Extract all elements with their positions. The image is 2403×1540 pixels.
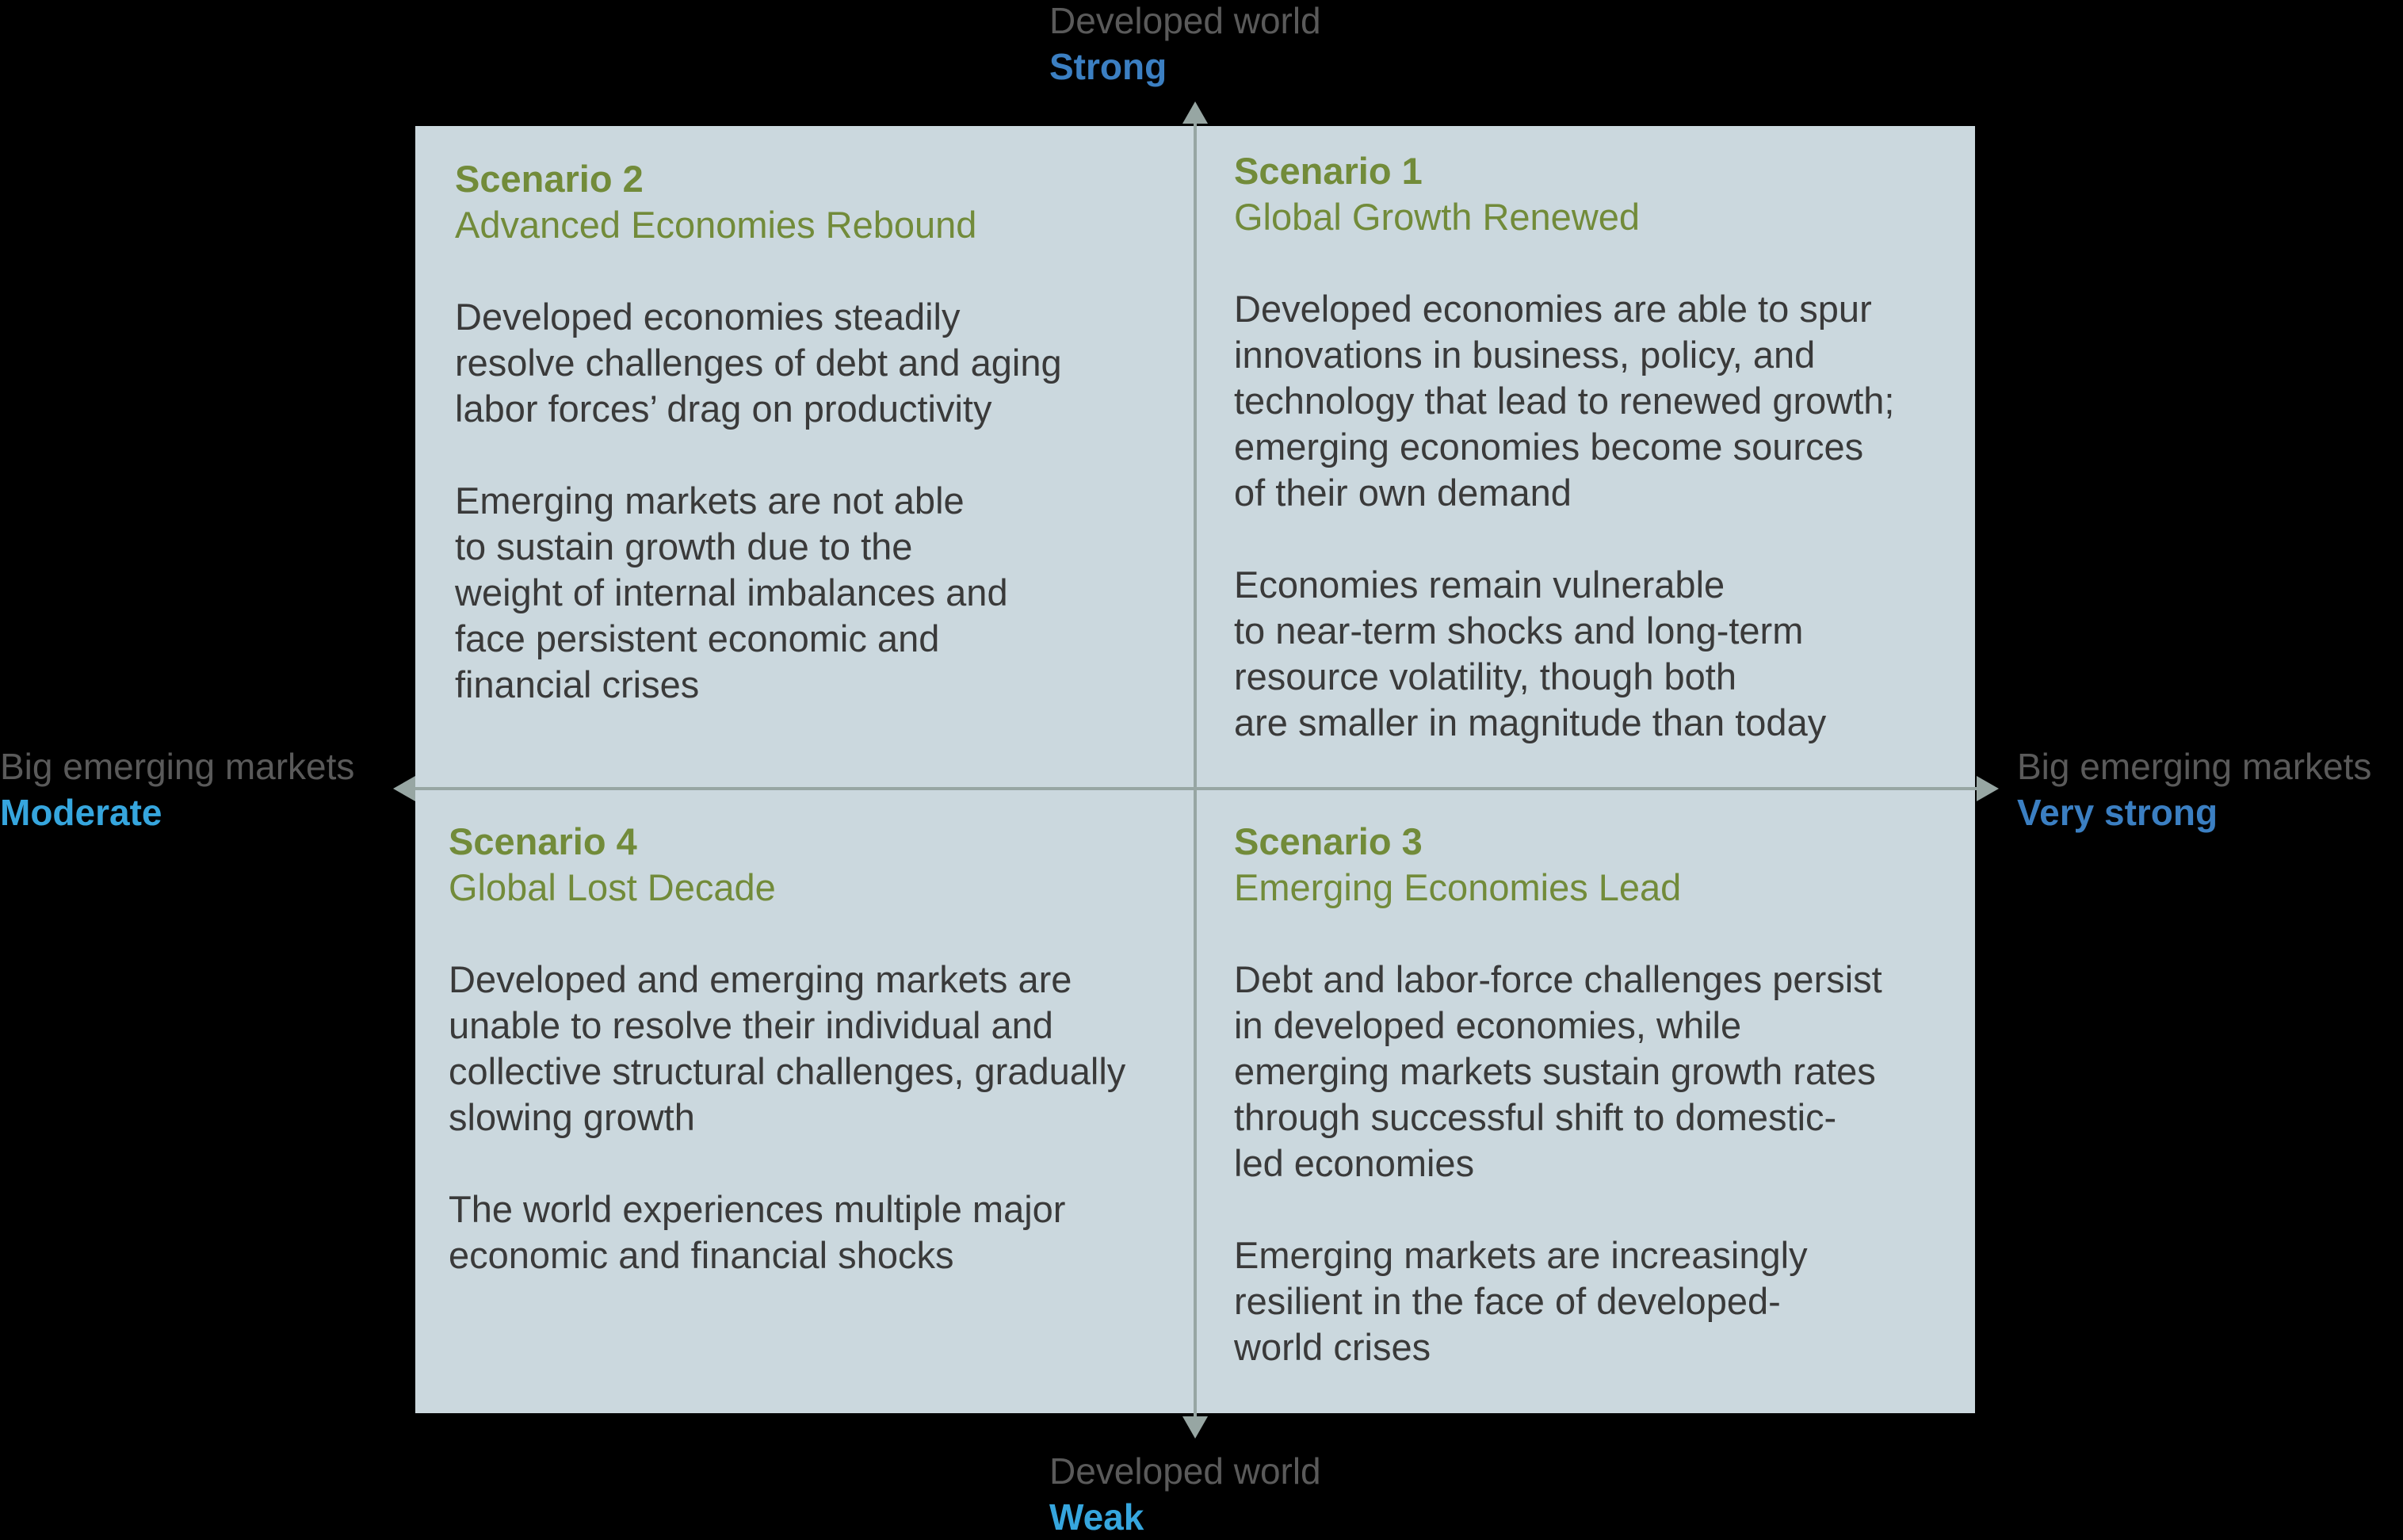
scenario-title: Scenario 2 xyxy=(455,158,644,200)
scenario-paragraph: Economies remain vulnerable to near-term shocks and long-term resource volatility, though both are smaller in magnitude than today xyxy=(1234,564,1827,743)
scenario-paragraph: Developed and emerging markets are unable to resolve their individual and collective structural challenges, gradually slowing growth xyxy=(449,958,1126,1138)
scenario-subtitle: Global Lost Decade xyxy=(449,866,776,908)
axis-label-right xyxy=(2017,743,2371,835)
axis-label-left xyxy=(0,743,354,835)
axis-value-left: Moderate xyxy=(0,792,162,833)
scenario-subtitle: Global Growth Renewed xyxy=(1234,196,1641,238)
scenario-title: Scenario 3 xyxy=(1234,820,1423,862)
scenario-1 xyxy=(1234,148,1895,792)
axis-value-right: Very strong xyxy=(2017,792,2218,833)
arrow-right-icon xyxy=(1977,776,1999,801)
axis-caption-right: Big emerging markets xyxy=(2017,746,2372,787)
axis-value-top: Strong xyxy=(1049,46,1167,87)
scenario-title: Scenario 1 xyxy=(1234,150,1423,192)
arrow-down-icon xyxy=(1182,1416,1208,1439)
scenario-paragraph: Developed economies steadily resolve challenges of debt and aging labor forces’ drag on productivity xyxy=(455,296,1062,430)
scenario-paragraph: Debt and labor-force challenges persist in developed economies, while emerging markets sustain growth rates through successful shift to domestic- led economies xyxy=(1234,958,1882,1184)
scenario-paragraph: Emerging markets are not able to sustain growth due to the weight of internal imbalances and face persistent economic and financial crises xyxy=(455,480,1008,705)
scenario-title: Scenario 4 xyxy=(449,820,637,862)
scenario-paragraph: The world experiences multiple major economic and financial shocks xyxy=(449,1188,1066,1276)
arrow-left-icon xyxy=(393,776,415,801)
scenario-paragraph: Emerging markets are increasingly resilient in the face of developed- world crises xyxy=(1234,1234,1808,1368)
axis-label-bottom xyxy=(1049,1448,1321,1540)
axis-label-top xyxy=(1049,0,1321,90)
scenario-subtitle: Emerging Economies Lead xyxy=(1234,866,1682,908)
axis-caption-bottom: Developed world xyxy=(1049,1450,1321,1492)
scenario-4 xyxy=(449,819,1125,1324)
scenario-subtitle: Advanced Economies Rebound xyxy=(455,204,977,246)
scenario-paragraph: Developed economies are able to spur innovations in business, policy, and technology that lead to renewed growth; emerging economies become sources of their own demand xyxy=(1234,288,1895,514)
scenario-3 xyxy=(1234,819,1882,1416)
axis-caption-top: Developed world xyxy=(1049,0,1321,41)
scenario-2 xyxy=(455,156,1062,754)
axis-value-bottom: Weak xyxy=(1049,1496,1144,1538)
axis-caption-left: Big emerging markets xyxy=(0,746,355,787)
arrow-up-icon xyxy=(1182,101,1208,124)
